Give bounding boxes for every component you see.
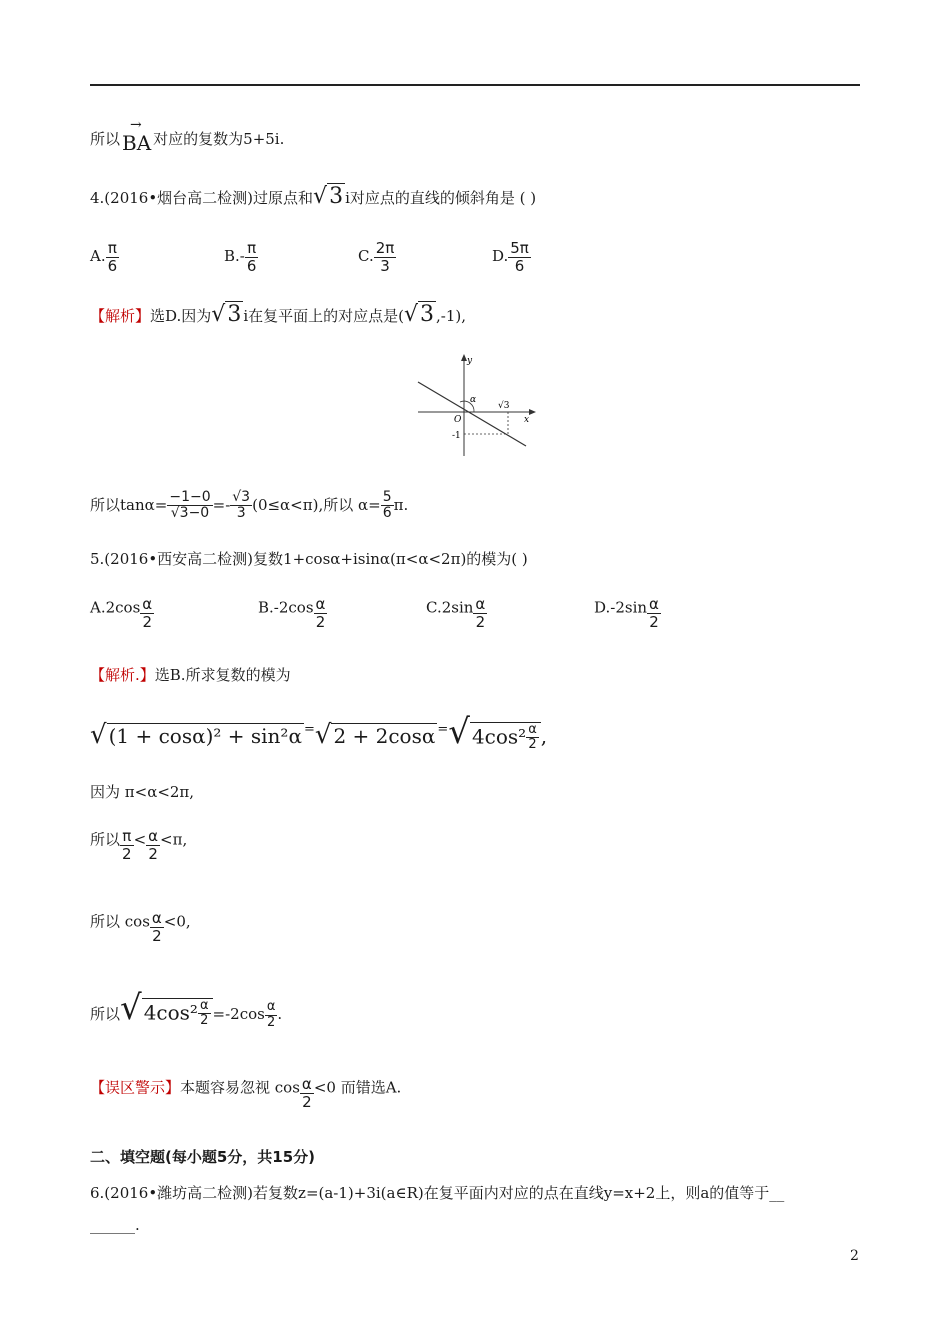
option-a: A. $\frac{\pi}{6}$ <box>90 239 118 275</box>
coordinate-figure <box>410 350 540 460</box>
origin-label: O <box>454 415 462 425</box>
vector-line: 所以 → BA 对应的复数为5+5i. <box>90 117 285 155</box>
page-number: 2 <box>850 1248 859 1264</box>
sqrt-3: √3 <box>313 184 344 209</box>
sqrt-3: √3 <box>211 302 242 327</box>
line-half-range: 所以 $\frac{\pi}{2}$ < $\frac{\alpha}{2}$ <π, <box>90 827 188 863</box>
sqrt3-label: √3 <box>498 401 510 411</box>
vector-ba: → BA <box>122 117 152 155</box>
tan-line: 所以tanα= $\frac{-1-0}{√3-0}$ =- $\frac{√3}{3}$ (0≤α<π),所以 α= $\frac{5}{6}$ π. <box>90 489 409 522</box>
question-6-line1: 6.(2016•潍坊高二检测)若复数z=(a-1)+3i(a∈R)在复平面内对应的点在直线y=x+2上，则a的值等于__ <box>90 1184 785 1202</box>
section-heading: 二、填空题(每小题5分，共15分) <box>90 1148 316 1166</box>
question-6-line2: ______. <box>90 1216 140 1234</box>
line-result: 所以√ 4cos² $\frac{\alpha}{2}$ =-2cos $\frac{\alpha}{2}$ . <box>90 988 283 1030</box>
option-d: D. $\frac{5\pi}{6}$ <box>492 239 529 275</box>
question-4-stem: 4.(2016•烟台高二检测)过原点和√3 i对应点的直线的倾斜角是 ( ) <box>90 184 537 209</box>
modulus-formula: √ (1 + cosα)² + sin²α =√ 2 + 2cosα =√ 4cos² $\frac{\alpha}{2}$ , <box>90 712 548 752</box>
option-5c: C.2sin $\frac{\alpha}{2}$ <box>426 595 486 631</box>
option-c: C. $\frac{2\pi}{3}$ <box>358 239 395 275</box>
analysis-tag: 【解析.】 <box>90 666 155 684</box>
line-cos-negative: 所以 cos $\frac{\alpha}{2}$ <0, <box>90 909 191 945</box>
x-label: x <box>524 415 530 425</box>
inclined-line <box>418 382 526 446</box>
header-rule <box>90 84 860 86</box>
solution-5: 【解析.】选B.所求复数的模为 <box>90 666 291 684</box>
option-5d: D.-2sin $\frac{\alpha}{2}$ <box>594 595 659 631</box>
y-label: y <box>467 356 473 366</box>
warning-tag: 【误区警示】 <box>90 1078 181 1097</box>
alpha-label: α <box>470 395 477 405</box>
option-b: B.- $\frac{\pi}{6}$ <box>224 239 257 275</box>
line-because: 因为 π<α<2π, <box>90 783 195 801</box>
x-axis-arrow-icon <box>529 409 536 415</box>
question-5-stem: 5.(2016•西安高二检测)复数1+cosα+isinα(π<α<2π)的模为( ) <box>90 550 528 568</box>
option-5b: B.-2cos $\frac{\alpha}{2}$ <box>258 595 326 631</box>
minus-one-label: -1 <box>452 431 461 441</box>
solution-4: 【解析】选D.因为√3 i在复平面上的对应点是(√3 ,-1), <box>90 302 466 327</box>
sqrt-3: √3 <box>403 302 434 327</box>
vector-arrow-icon: → <box>130 117 142 133</box>
warning-line: 【误区警示】本题容易忽视 cos $\frac{\alpha}{2}$ <0 而错选A. <box>90 1075 402 1111</box>
analysis-tag: 【解析】 <box>90 307 151 325</box>
option-5a: A.2cos $\frac{\alpha}{2}$ <box>90 595 153 631</box>
